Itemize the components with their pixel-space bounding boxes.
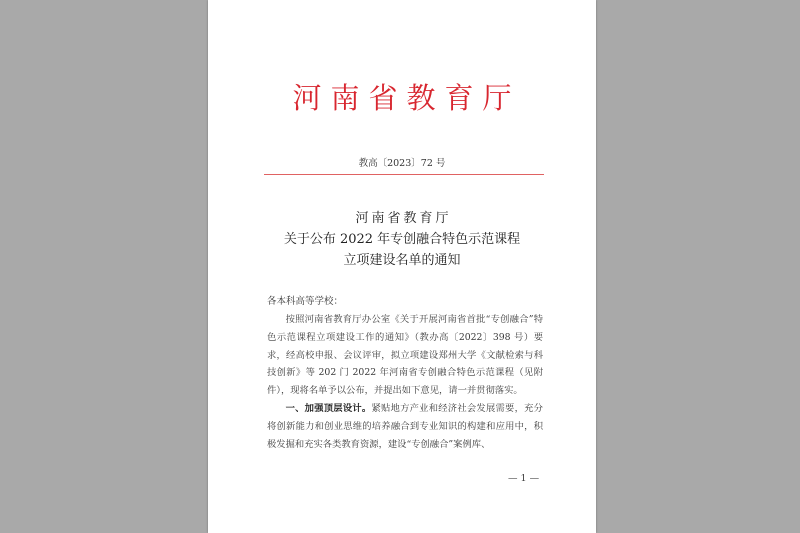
section-heading: 一、加强顶层设计。 bbox=[285, 402, 372, 414]
red-divider bbox=[264, 174, 544, 175]
title-line-1: 河南省教育厅 bbox=[355, 211, 452, 226]
body-text bbox=[267, 311, 543, 453]
issuer-header: 河南省教育厅 bbox=[292, 81, 521, 115]
salutation: 各本科高等学校： bbox=[267, 296, 344, 307]
document-number: 教高〔2023〕72 号 bbox=[358, 158, 446, 169]
page-number: — 1 — bbox=[508, 473, 540, 484]
document-page bbox=[208, 0, 596, 533]
title-line-3: 立项建设名单的通知 bbox=[343, 253, 461, 268]
paragraph-2-text: 紧贴地方产业和经济社会发展需要，充分将创新能力和创业思维的培养融合到专业知识的构建和应用中，积极发掘和充实各类教育资源，建设“专创融合”案例库、 bbox=[267, 402, 543, 450]
paragraph-2 bbox=[267, 400, 543, 453]
paragraph-1: 按照河南省教育厅办公室《关于开展河南省首批“专创融合”特色示范课程立项建设工作的通知》（教办高〔2022〕398 号）要求，经高校申报、会议评审，拟立项建设郑州大学《文献检索与科技创新》等 202 门 2022 年河南省专创融合特色示范课程（见附件），现将名单予以公布，并提出如下意见，请一并贯彻落实。 bbox=[267, 314, 543, 397]
title-line-2: 关于公布 2022 年专创融合特色示范课程 bbox=[283, 232, 521, 247]
